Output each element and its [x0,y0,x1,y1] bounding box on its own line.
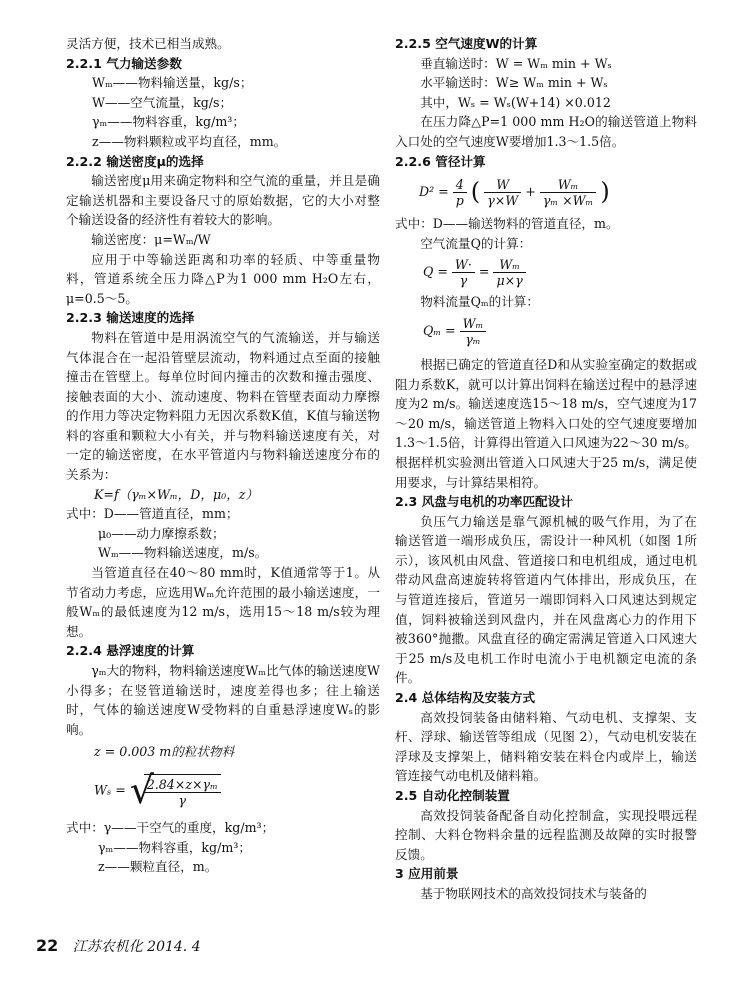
plus-sign: + [525,184,536,200]
q-formula [395,253,697,292]
def-w: W——空气流量，kg/s； [92,94,233,110]
paragraph: 基于物联网技术的高效投饲技术与装备的 [420,885,647,901]
paragraph: 高效投饲装备由储料箱、气动电机、支撑架、支杆、浮球、输送管等组成（见图 2），气动电机安装在浮球及支撑架上，储料箱安装在料仓内或岸上，输送管连接气动电机及储料箱。 [395,709,697,784]
d-coef-num: 4 [453,177,467,193]
section-2-2-5-heading: 2.2.5 空气速度W的计算 [395,36,538,51]
section-2-2-3-heading: 2.2.3 输送速度的选择 [66,310,195,326]
ws-fraction [144,777,221,808]
def-d-pipe: 式中：D——输送物料的管道直径，m。 [395,216,619,232]
section-2-2-1-heading: 2.2.1 气力输送参数 [66,55,182,71]
page-number: 22 [36,936,59,955]
paragraph: 物料在管道中是用涡流空气的气流输送，并与输送气体混合在一起沿管壁层流动，物料通过点至面的接触撞击在管壁上。每单位时间内撞击的次数和撞击强度、接触表面的大小、流动速度、物料在管壁表面动力摩擦的作用力等决定物料阻力无因次系数K值，K值与输送物料的容重和颗粒大小有关，并与物料输送速度有关，对一定的输送密度，在水平管道内与物料输送速度分布的关系为： [66,329,380,483]
left-paren: ( [470,177,481,206]
paragraph: 输送密度μ用来确定物料和空气流的重量，并且是确定输送机器和主要设备尺寸的原始数据，它的大小对整个输送设备的经济性有着较大的影响。 [66,173,380,228]
def-z2: z——颗粒直径，m。 [98,859,218,875]
section-2-3-heading: 2.3 风盘与电机的功率匹配设计 [395,494,573,510]
example-line: z = 0.003 m的粒状物料 [94,744,235,760]
paragraph: 当管道直径在40～80 mm时，K值通常等于1。从节省动力考虑，应选用Wₘ允许范围的最小输送速度，一般Wₘ的最低速度为12 m/s，选用15～18 m/s较为理想。 [66,565,380,639]
section-2-5-heading: 2.5 自动化控制装置 [395,788,510,803]
intro-line: 灵活方便，技术已相当成熟。 [66,36,230,51]
section-2-2-6-heading: 2.2.6 管径计算 [395,153,486,169]
q-frac1-num: W· [452,257,475,273]
vertical-formula: 垂直输送时：W = Wₘ min + Wₛ [420,55,612,71]
qm-formula [395,312,697,355]
def-z: z——物料颗粒或平均直径，mm。 [92,133,287,149]
d-formula [395,171,697,214]
d-frac1-den: γ×W [487,193,519,209]
def-wm-speed: Wₘ——物料输送速度，m/s。 [98,545,268,561]
q-label: 空气流量Q的计算： [420,235,532,251]
page-footer [36,936,201,956]
journal-name: 江苏农机化 2014. 4 [72,939,201,955]
paragraph: 应用于中等输送距离和功率的轻质、中等重量物料，管道系统全压力降△P为1 000 mm H₂O左右，μ=0.5～5。 [66,251,380,306]
d-frac2-num: Wₘ [540,177,596,193]
density-formula: 输送密度：μ=Wₘ/W [91,231,211,247]
ws-formula [66,762,380,818]
qm-lhs: Qₘ = [423,322,456,338]
qm-frac [460,316,487,347]
q-lhs: Q = [423,264,448,280]
d-frac2-den: γₘ ×Wₘ [542,193,594,209]
section-2-4-heading: 2.4 总体结构及安装方式 [395,690,536,706]
right-paren: ) [600,177,610,206]
section-2-2-4-heading: 2.2.4 悬浮速度的计算 [66,643,195,659]
horizontal-formula: 水平输送时：W≥ Wₘ min + Wₛ [420,75,608,91]
d-lhs: D² = [419,184,449,200]
q-frac2-den: μ×γ [496,273,523,289]
section-2-2-2-heading: 2.2.2 输送密度μ的选择 [66,153,204,169]
q-frac2 [493,257,525,288]
qm-frac-den: γₘ [465,331,481,347]
q-frac1-den: γ [459,273,468,289]
d-frac1-num: W [484,177,521,193]
def-gamma-m: γₘ——物料容重，kg/m³； [92,114,245,130]
paragraph: 负压气力输送是靠气源机械的吸气作用，为了在输送管道一端形成负压，需设计一种风机（如图 1所示），该风机由风盘、管道接口和电机组成，通过电机带动风盘高速旋转将管道内气体排出，形成负压，在与管道连接后，管道另一端即饲料入口风速达到规定值，饲料被输送到风盘内，并在风盘离心力的作用下被360°抛撒。风盘直径的确定需满足管道入口风速大于25 m/s及电机工作时电流小于电机额定电流的条件。 [395,513,697,686]
qm-label: 物料流量Qₘ的计算： [420,294,539,310]
d-frac1 [484,177,521,208]
d-coef-den: p [455,193,464,209]
qm-frac-num: Wₘ [460,316,487,332]
paragraph: γₘ大的物料，物料输送速度Wₘ比气体的输送速度W小得多；在竖管道输送时，速度差得也多；往上输送时，气体的输送速度W受物料的自重悬浮速度Wₛ的影响。 [66,663,380,737]
d-frac2 [540,177,596,208]
q-frac1 [452,257,475,288]
ws-denominator: γ [178,792,187,808]
paragraph: 高效投饲装备配备自动化控制盒，实现投喂远程控制、大料仓物料余量的远程监测及故障的实时报警反馈。 [395,807,697,862]
section-3-heading: 3 应用前景 [395,866,459,882]
equals-sign: = [478,264,490,280]
right-column [395,34,697,904]
def-wm: Wₘ——物料输送量，kg/s； [92,75,253,91]
k-formula: K=f（γₘ×Wₘ，D，μ₀，z） [94,486,259,502]
def-mu0: μ₀——动力摩擦系数； [98,525,225,541]
def-gamma: 式中：γ——干空气的重度，kg/m³； [66,819,275,835]
def-gamma-m2: γₘ——物料容重，kg/m³； [98,839,251,855]
ws-relation: 其中，Wₛ = Wₛ(W+14) ×0.012 [420,94,611,110]
paragraph: 在压力降△P=1 000 mm H₂O的输送管道上物料入口处的空气速度W要增加1.3～1.5倍。 [395,114,697,149]
def-d: 式中：D——管道直径，mm； [66,506,239,522]
sqrt-sign: √ $\frac{\text{2.84×z×γₘ}}{\gamma}$ [130,774,221,808]
d-coef [453,177,467,208]
left-column [66,34,380,877]
ws-lhs: Wₛ = [94,782,126,798]
ws-numerator: 2.84×z×γₘ [144,777,221,793]
paragraph: 根据已确定的管道直径D和从实验室确定的数据或阻力系数K，就可以计算出饲料在输送过程中的悬浮速度为2 m/s。输送速度选15～18 m/s，空气速度为17～20 m/s，输送管道上物料入口处的空气速度要增加1.3～1.5倍，计算得出管道入口风速为22～30 m/s。根据样机实验测出管道入口风速大于25 m/s，满足使用要求，与计算结果相符。 [395,356,697,490]
q-frac2-num: Wₘ [493,257,525,273]
